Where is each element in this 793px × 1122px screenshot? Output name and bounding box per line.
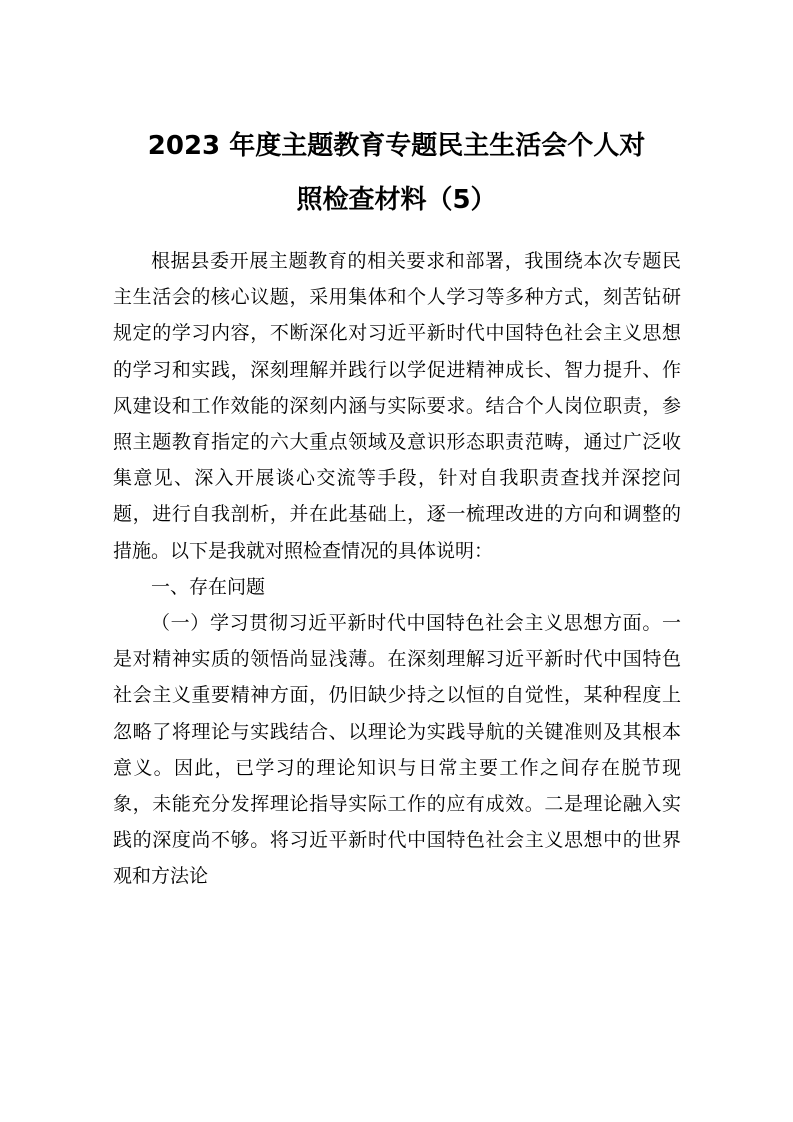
section-heading: 一、存在问题 xyxy=(151,575,266,598)
issue-paragraph: （一）学习贯彻习近平新时代中国特色社会主义思想方面。一是对精神实质的领悟尚显浅薄。在深刻理解习近平新时代中国特色社会主义重要精神方面，仍旧缺少持之以恒的自觉性，某种程度上忽略了将理论与实践结合、以理论为实践导航的关键准则及其根本意义。因此，已学习的理论知识与日常主要工作之间存在脱节现象，未能充分发挥理论指导实际工作的应有成效。二是理论融入实践的深度尚不够。将习近平新时代中国特色社会主义思想中的世界观和方法论 xyxy=(113,612,681,888)
document-title xyxy=(110,119,683,227)
intro-paragraph: 根据县委开展主题教育的相关要求和部署，我围绕本次专题民主生活会的核心议题，采用集体和个人学习等多种方式，刻苦钻研规定的学习内容，不断深化对习近平新时代中国特色社会主义思想的学习和实践，深刻理解并践行以学促进精神成长、智力提升、作风建设和工作效能的深刻内涵与实际要求。结合个人岗位职责，参照主题教育指定的六大重点领域及意识形态职责范畴，通过广泛收集意见、深入开展谈心交流等手段，针对自我职责查找并深挖问题，进行自我剖析，并在此基础上，逐一梳理改进的方向和调整的措施。以下是我就对照检查情况的具体说明： xyxy=(113,250,681,562)
title-line-1: 2023 年度主题教育专题民主生活会个人对 xyxy=(147,131,646,161)
title-line-2: 照检查材料（5） xyxy=(296,185,497,215)
document-body xyxy=(113,243,681,895)
